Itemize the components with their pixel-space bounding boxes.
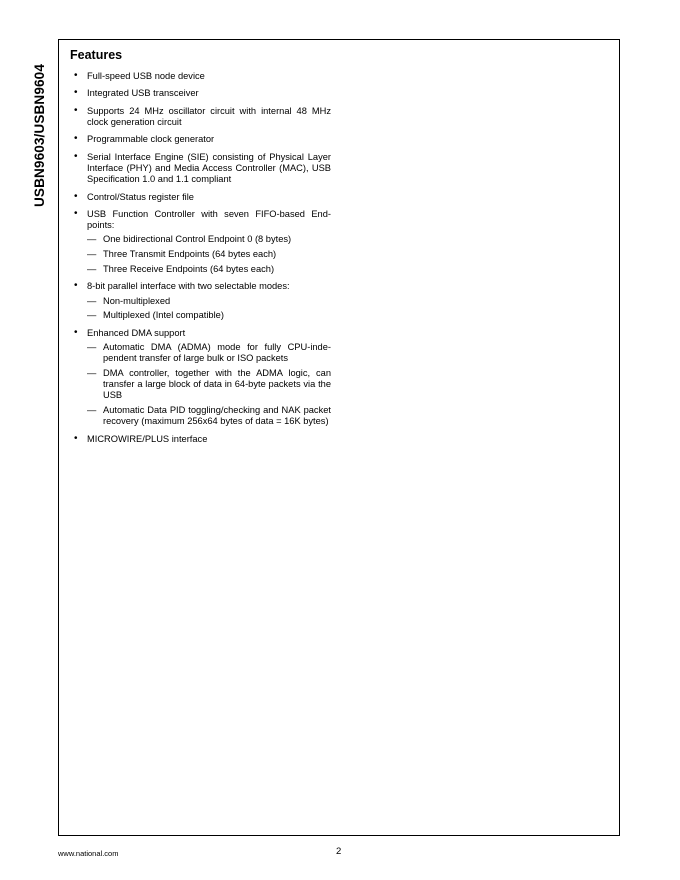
feature-text: Supports 24 MHz oscillator circuit with internal 48 MHz clock generation circuit bbox=[87, 105, 331, 127]
feature-text: Control/Status register file bbox=[87, 191, 194, 202]
feature-item bbox=[70, 192, 331, 203]
feature-subitem-text: Non-multiplexed bbox=[103, 295, 171, 306]
feature-item bbox=[70, 152, 331, 186]
feature-subitem bbox=[87, 234, 331, 245]
bullet-icon: • bbox=[74, 150, 78, 162]
feature-subitem-text: Automatic Data PID toggling/checking and NAK packet recovery (maximum 256x64 bytes of data = 16K bytes) bbox=[103, 405, 331, 427]
feature-subitem-text: One bidirectional Control Endpoint 0 (8 bytes) bbox=[103, 234, 292, 245]
dash-icon: — bbox=[87, 295, 97, 306]
dash-icon: — bbox=[87, 249, 97, 260]
dash-icon: — bbox=[87, 367, 97, 378]
features-column bbox=[70, 47, 331, 451]
feature-item bbox=[70, 209, 331, 275]
feature-subitem bbox=[87, 310, 331, 321]
dash-icon: — bbox=[87, 341, 97, 352]
dash-icon: — bbox=[87, 310, 97, 321]
feature-item bbox=[70, 134, 331, 145]
page-number: 2 bbox=[336, 846, 342, 857]
bullet-icon: • bbox=[74, 432, 78, 444]
feature-subitem bbox=[87, 296, 331, 307]
dash-icon: — bbox=[87, 234, 97, 245]
bullet-icon: • bbox=[74, 87, 78, 99]
feature-subitem bbox=[87, 368, 331, 402]
feature-subitem bbox=[87, 249, 331, 260]
feature-subitem bbox=[87, 342, 331, 364]
feature-item bbox=[70, 328, 331, 428]
dash-icon: — bbox=[87, 405, 97, 416]
feature-subitem bbox=[87, 264, 331, 275]
feature-item bbox=[70, 281, 331, 321]
feature-item bbox=[70, 88, 331, 99]
feature-subitem-text: Three Transmit Endpoints (64 bytes each) bbox=[103, 249, 277, 260]
features-list bbox=[70, 71, 331, 445]
feature-sublist bbox=[87, 342, 331, 428]
side-title-text: USBN9603/USBN9604 bbox=[31, 63, 47, 207]
feature-subitem-text: Three Receive Endpoints (64 bytes each) bbox=[103, 263, 275, 274]
feature-subitem-text: Automatic DMA (ADMA) mode for fully CPU-inde-pendent transfer of large bulk or ISO packets bbox=[103, 341, 331, 364]
dash-icon: — bbox=[87, 263, 97, 274]
feature-text: Enhanced DMA support bbox=[87, 327, 186, 338]
bullet-icon: • bbox=[74, 104, 78, 116]
feature-text: Integrated USB transceiver bbox=[87, 88, 199, 99]
feature-subitem bbox=[87, 405, 331, 427]
footer-url: www.national.com bbox=[58, 849, 119, 858]
feature-text: Full-speed USB node device bbox=[87, 71, 205, 81]
feature-sublist bbox=[87, 234, 331, 275]
bullet-icon: • bbox=[74, 326, 78, 338]
bullet-icon: • bbox=[74, 207, 78, 219]
feature-subitem-text: Multiplexed (Intel compatible) bbox=[103, 310, 224, 321]
feature-text: MICROWIRE/PLUS interface bbox=[87, 433, 208, 444]
feature-sublist bbox=[87, 296, 331, 322]
feature-item bbox=[70, 71, 331, 82]
bullet-icon: • bbox=[74, 280, 78, 292]
feature-item bbox=[70, 106, 331, 128]
feature-text: USB Function Controller with seven FIFO-based End-points: bbox=[87, 208, 331, 231]
bullet-icon: • bbox=[74, 190, 78, 202]
bullet-icon: • bbox=[74, 70, 78, 81]
side-part-number-title bbox=[31, 40, 47, 230]
feature-item bbox=[70, 434, 331, 445]
section-heading: Features bbox=[70, 48, 123, 62]
feature-text: 8-bit parallel interface with two selectable modes: bbox=[87, 281, 290, 292]
feature-text: Programmable clock generator bbox=[87, 134, 215, 145]
feature-subitem-text: DMA controller, together with the ADMA logic, can transfer a large block of data in 64-byte packets via the USB bbox=[103, 367, 331, 401]
feature-text: Serial Interface Engine (SIE) consisting of Physical Layer Interface (PHY) and Media Access Controller (MAC), USB Specification 1.0 and 1.1 compliant bbox=[87, 151, 331, 185]
content-frame bbox=[58, 39, 620, 836]
bullet-icon: • bbox=[74, 133, 78, 145]
